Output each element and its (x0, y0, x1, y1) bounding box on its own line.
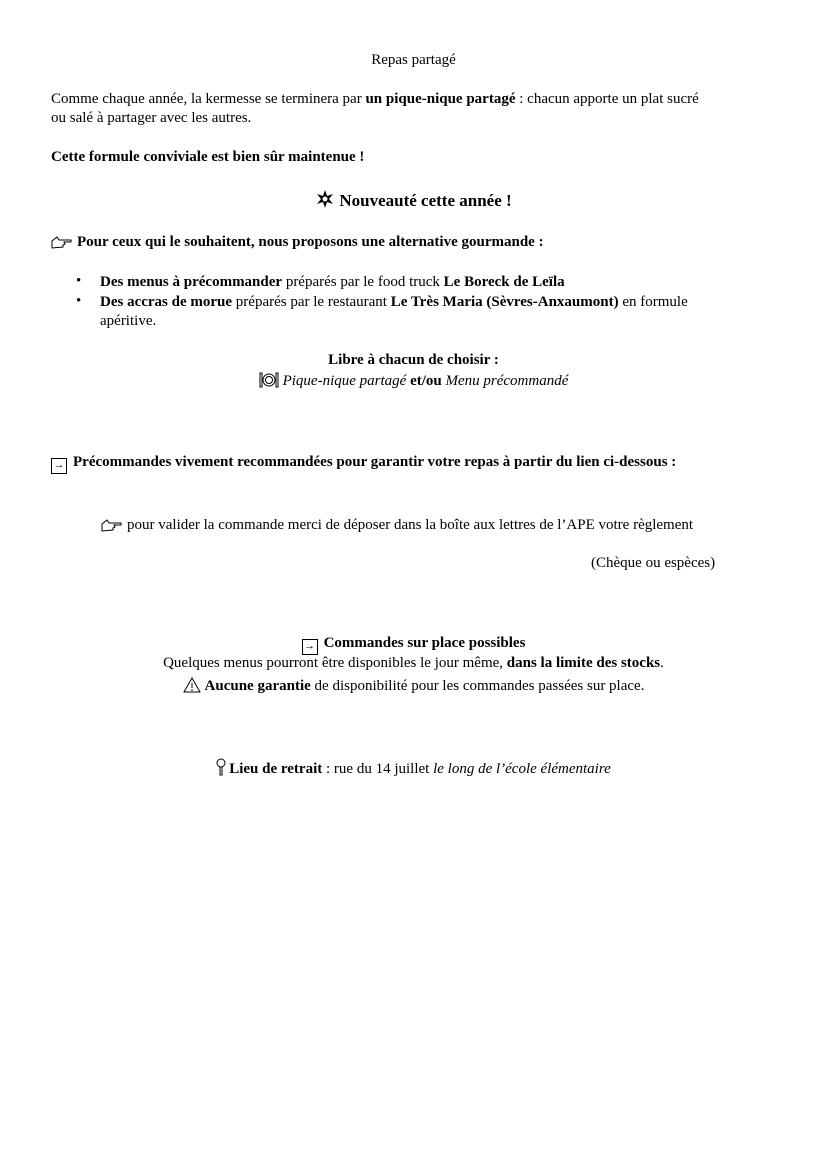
pin-icon (216, 758, 226, 781)
emphasis: dans la limite des stocks (506, 655, 661, 671)
pointing-hand-icon (101, 518, 123, 537)
text: Comme chaque année, la kermesse se terminera par (51, 91, 366, 107)
text: : chacun apporte un plat sucré (515, 91, 699, 107)
payment-methods: (Chèque ou espèces) (591, 555, 716, 571)
pickup-place: le long de l’école élémentaire (433, 761, 611, 777)
alternative-heading-text: Pour ceux qui le souhaitent, nous proposons une alternative gourmande : (77, 234, 544, 250)
text: Des accras de morue (100, 294, 233, 310)
text: Des menus à précommander (100, 274, 283, 290)
plate-cutlery-icon (259, 372, 279, 393)
text: Le Très Maria (Sèvres-Anxaumont) (390, 294, 619, 310)
bullet-icon: • (76, 273, 82, 289)
pickup-label: Lieu de retrait (229, 761, 323, 777)
intro-paragraph (51, 90, 699, 108)
pickup-location (0, 758, 827, 781)
preorder-note (101, 516, 693, 537)
sparkle-icon (315, 189, 335, 213)
preorder-note-text: pour valider la commande merci de déposer dans la boîte aux lettres de l’APE votre règlement (127, 517, 694, 533)
list-item (100, 293, 688, 311)
onsite-warning (0, 677, 827, 698)
text: Quelques menus pourront être disponibles le jour même, (163, 655, 507, 671)
text: et/ou (406, 373, 446, 389)
preorder-heading-text: Précommandes vivement recommandées pour garantir votre repas à partir du lien ci-dessous : (73, 454, 677, 470)
text: de disponibilité pour les commandes passées sur place. (310, 678, 645, 694)
choice-heading: Libre à chacun de choisir : (328, 352, 499, 368)
intro-bold-statement: Cette formule conviviale est bien sûr maintenue ! (51, 149, 365, 165)
alternative-heading (51, 233, 544, 254)
news-heading (0, 189, 827, 213)
onsite-heading (0, 634, 827, 655)
choice-options (0, 372, 827, 393)
list-item (100, 273, 565, 291)
bullet-icon: • (76, 293, 82, 309)
list-item-line2: apéritive. (100, 313, 157, 329)
text: préparés par le restaurant (232, 294, 391, 310)
option-text: Pique-nique partagé (282, 373, 407, 389)
emphasis: un pique-nique partagé (365, 91, 516, 107)
arrow-box-icon: → (51, 458, 67, 474)
text: : rue du 14 juillet (322, 761, 434, 777)
text: Le Boreck de Leïla (443, 274, 565, 290)
emphasis: Aucune garantie (204, 678, 311, 694)
text: en formule (618, 294, 688, 310)
option-text: Menu précommandé (445, 373, 569, 389)
warning-icon (183, 677, 201, 698)
page-title: Repas partagé (371, 52, 456, 68)
pointing-hand-icon (51, 235, 73, 254)
preorder-heading (51, 453, 676, 474)
arrow-box-icon: → (302, 639, 318, 655)
intro-paragraph-line2: ou salé à partager avec les autres. (51, 110, 252, 126)
onsite-heading-text: Commandes sur place possibles (323, 635, 526, 651)
news-heading-text: Nouveauté cette année ! (339, 191, 512, 210)
text: . (660, 655, 664, 671)
text: préparés par le food truck (282, 274, 444, 290)
onsite-line1 (0, 654, 827, 672)
